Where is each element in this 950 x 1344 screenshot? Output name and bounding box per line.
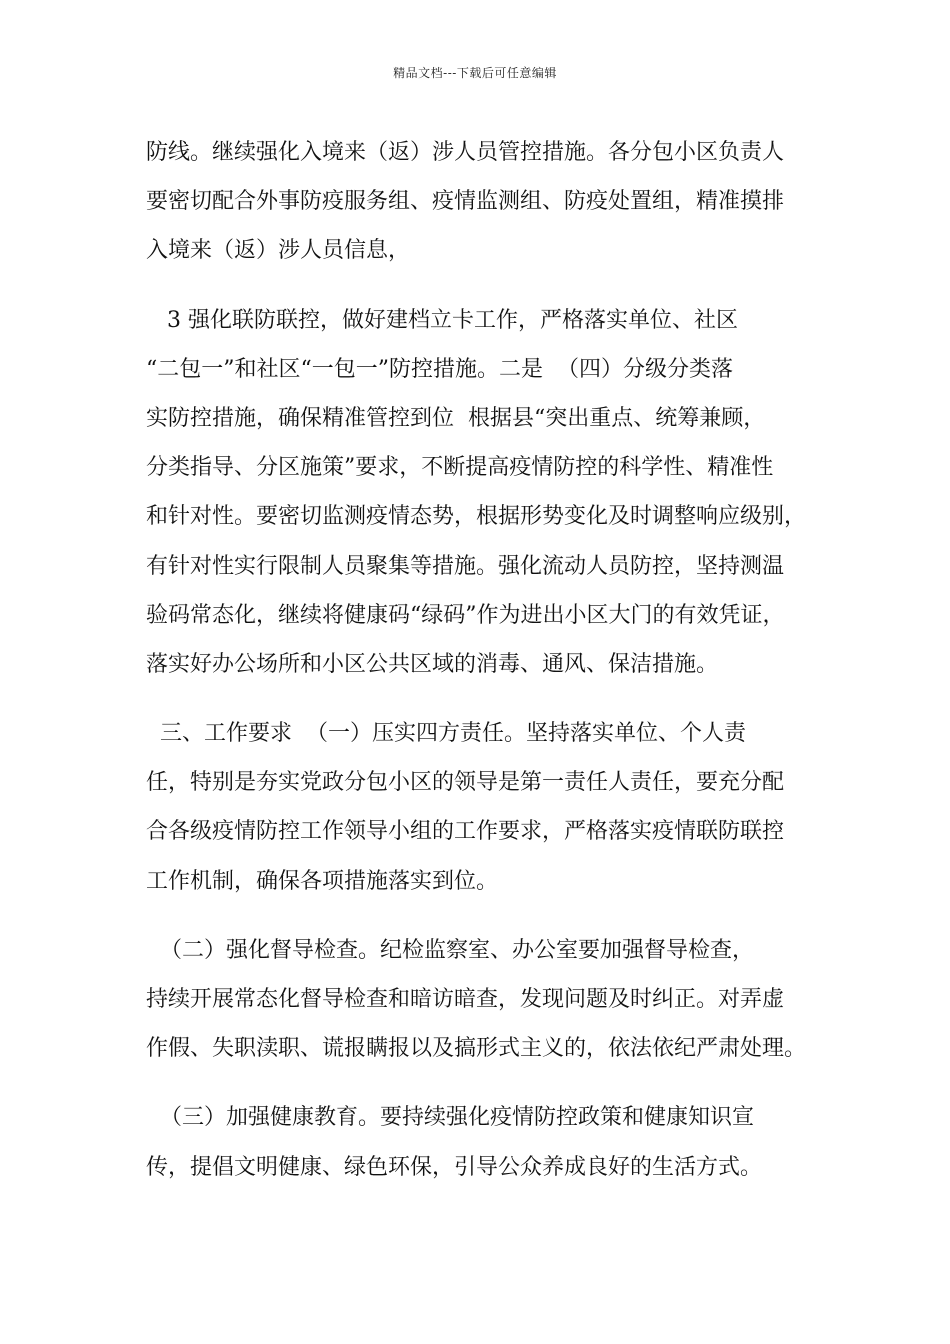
text-line: 分类指导、分区施策”要求，不断提高疫情防控的科学性、精准性 bbox=[146, 455, 774, 481]
text-line: 实防控措施，确保精准管控到位 根据县“突出重点、统筹兼顾， bbox=[146, 405, 766, 431]
text-line: 验码常态化，继续将健康码“绿码”作为进出小区大门的有效凭证， bbox=[146, 602, 785, 628]
text-line: 和针对性。要密切监测疫情态势，根据形势变化及时调整响应级别， bbox=[146, 504, 807, 530]
text-line: 工作机制，确保各项措施落实到位。 bbox=[146, 868, 499, 894]
text-line: 合各级疫情防控工作领导小组的工作要求，严格落实疫情联防联控 bbox=[146, 819, 785, 845]
document-body bbox=[146, 128, 822, 1192]
text-line: 防线。继续强化入境来（返）涉人员管控措施。各分包小区负责人 bbox=[146, 140, 785, 165]
page-header: 精品文档---下载后可任意编辑 bbox=[393, 66, 557, 80]
text-line: 入境来（返）涉人员信息， bbox=[146, 238, 411, 264]
text-line: 三、工作要求 （一）压实四方责任。坚持落实单位、个人责 bbox=[146, 721, 746, 747]
text-line: 传，提倡文明健康、绿色环保，引导公众养成良好的生活方式。 bbox=[146, 1154, 763, 1180]
text-line: （二）强化督导检查。纪检监察室、办公室要加强督导检查， bbox=[146, 937, 754, 963]
text-line: 持续开展常态化督导检查和暗访暗查，发现问题及时纠正。对弄虚 bbox=[146, 987, 785, 1012]
text-line: “二包一”和社区“一包一”防控措施。二是 （四）分级分类落 bbox=[146, 356, 733, 382]
text-line: 作假、失职渎职、谎报瞒报以及搞形式主义的，依法依纪严肃处理。 bbox=[146, 1036, 807, 1062]
text-line: 任，特别是夯实党政分包小区的领导是第一责任人责任，要充分配 bbox=[146, 770, 785, 796]
text-line: 3 强化联防联控，做好建档立卡工作，严格落实单位、社区 bbox=[146, 307, 738, 333]
text-line: 要密切配合外事防疫服务组、疫情监测组、防疫处置组，精准摸排 bbox=[146, 189, 785, 215]
text-line: 有针对性实行限制人员聚集等措施。强化流动人员防控，坚持测温 bbox=[146, 553, 785, 579]
text-line: 落实好办公场所和小区公共区域的消毒、通风、保洁措施。 bbox=[146, 651, 719, 677]
text-line: （三）加强健康教育。要持续强化疫情防控政策和健康知识宣 bbox=[146, 1105, 754, 1131]
